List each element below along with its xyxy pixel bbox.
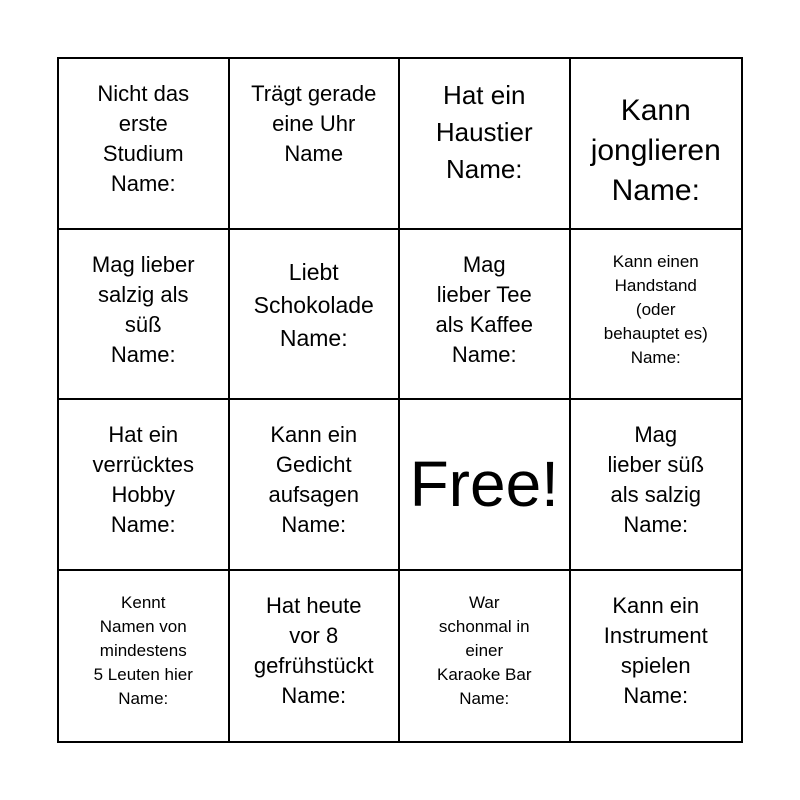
bingo-cell-text: Kann einen Handstand (oder behauptet es) Name:: [603, 251, 708, 367]
bingo-cell-text: Kann ein Gedicht aufsagen Name:: [268, 422, 360, 537]
bingo-cell[interactable]: [571, 400, 742, 571]
bingo-cell-text: Nicht das erste Studium Name:: [97, 81, 190, 196]
bingo-cell[interactable]: [571, 571, 742, 742]
bingo-cell[interactable]: [400, 230, 571, 401]
bingo-cell-text: Trägt gerade eine Uhr Name: [251, 81, 377, 166]
bingo-cell-text: Hat heute vor 8 gefrühstückt Name:: [253, 592, 374, 708]
bingo-cell[interactable]: [571, 59, 742, 230]
bingo-cell[interactable]: [59, 59, 230, 230]
bingo-cell[interactable]: [230, 571, 401, 742]
bingo-cell[interactable]: [59, 571, 230, 742]
bingo-cell[interactable]: [59, 400, 230, 571]
bingo-cell-text: Mag lieber Tee als Kaffee Name:: [435, 251, 533, 367]
bingo-cell[interactable]: [230, 230, 401, 401]
bingo-cell[interactable]: [230, 59, 401, 230]
bingo-board: [57, 57, 743, 743]
bingo-free-cell[interactable]: [400, 400, 571, 571]
bingo-cell-text: Kann ein Instrument spielen Name:: [603, 592, 708, 708]
bingo-cell[interactable]: [59, 230, 230, 401]
free-cell-text: Free!: [409, 448, 559, 521]
bingo-cell[interactable]: [400, 571, 571, 742]
bingo-cell-text: War schonmal in einer Karaoke Bar Name:: [437, 592, 532, 708]
bingo-cell-text: Liebt Schokolade Name:: [253, 258, 374, 351]
bingo-cell-text: Hat ein Haustier Name:: [435, 80, 533, 184]
bingo-cell-text: Mag lieber salzig als süß Name:: [91, 251, 195, 367]
bingo-cell-text: Kennt Namen von mindestens 5 Leuten hier Name:: [93, 592, 193, 708]
bingo-cell[interactable]: [400, 59, 571, 230]
bingo-cell-text: Mag lieber süß als salzig Name:: [607, 422, 705, 537]
bingo-cell-text: Hat ein verrücktes Hobby Name:: [92, 422, 194, 537]
bingo-cell-text: Kann jonglieren Name:: [590, 94, 721, 207]
bingo-cell[interactable]: [230, 400, 401, 571]
bingo-cell[interactable]: [571, 230, 742, 401]
